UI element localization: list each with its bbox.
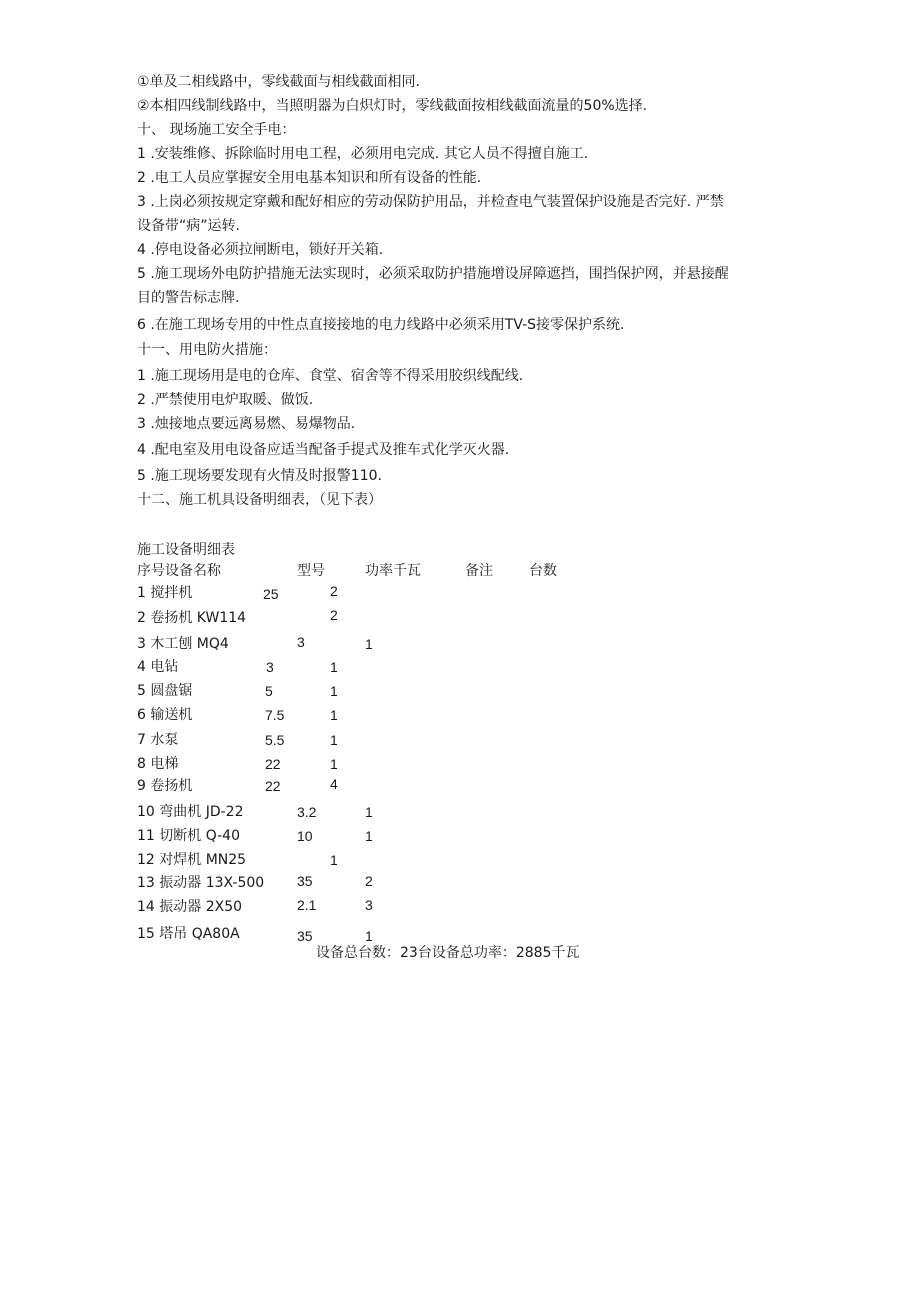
row-count: 1 bbox=[330, 683, 338, 699]
row-count: 4 bbox=[330, 776, 338, 792]
row-name: 1 搅拌机 bbox=[137, 585, 193, 601]
table-header-name: 序号设备名称 bbox=[137, 563, 221, 579]
table-summary: 设备总台数：23台设备总功率：2885千瓦 bbox=[316, 945, 580, 961]
row-count: 1 bbox=[330, 659, 338, 675]
row-power: 35 bbox=[297, 928, 313, 944]
list-item: 2 .电工人员应掌握安全用电基本知识和所有设备的性能. bbox=[137, 170, 482, 186]
row-name: 5 圆盘锯 bbox=[137, 683, 193, 699]
list-item: 6 .在施工现场专用的中性点直接接地的电力线路中必须采用TV-S接零保护系统. bbox=[137, 317, 625, 333]
table-header-model: 型号 bbox=[297, 563, 325, 579]
row-name: 6 输送机 bbox=[137, 707, 193, 723]
list-item: 2 .严禁使用电炉取暖、做饭. bbox=[137, 392, 314, 408]
row-count: 1 bbox=[365, 928, 373, 944]
row-name: 7 水泵 bbox=[137, 732, 179, 748]
row-count: 1 bbox=[365, 828, 373, 844]
paragraph-neutral-single-phase: ①单及二相线路中，零线截面与相线截面相同. bbox=[137, 74, 420, 90]
row-count: 3 bbox=[365, 897, 373, 913]
row-count: 1 bbox=[330, 707, 338, 723]
table-header-remark: 备注 bbox=[465, 563, 493, 579]
row-name: 11 切断机 Q-40 bbox=[137, 828, 240, 844]
row-power: 3.2 bbox=[297, 804, 317, 820]
row-count: 1 bbox=[365, 804, 373, 820]
section-heading-10: 十、 现场施工安全手电： bbox=[137, 122, 296, 138]
table-title: 施工设备明细表 bbox=[137, 542, 235, 558]
row-power: 3 bbox=[297, 634, 305, 650]
row-power: 25 bbox=[263, 586, 279, 602]
list-item-continuation: 目的警告标志牌. bbox=[137, 290, 240, 306]
list-item: 4 .配电室及用电设备应适当配备手提式及推车式化学灭火器. bbox=[137, 442, 510, 458]
row-count: 2 bbox=[330, 583, 338, 599]
section-heading-12: 十二、施工机具设备明细表，（见下表） bbox=[137, 492, 382, 508]
row-name: 14 振动器 2X50 bbox=[137, 899, 243, 915]
row-power: 35 bbox=[297, 873, 313, 889]
list-item-continuation: 设备带“病”运转. bbox=[137, 218, 240, 234]
section-heading-11: 十一、用电防火措施： bbox=[137, 342, 277, 358]
row-power: 3 bbox=[266, 659, 274, 675]
row-name: 9 卷扬机 bbox=[137, 778, 193, 794]
row-name: 15 塔吊 QA80A bbox=[137, 926, 240, 942]
table-header-power: 功率千瓦 bbox=[365, 563, 421, 579]
row-count: 1 bbox=[330, 852, 338, 868]
row-name: 12 对焊机 MN25 bbox=[137, 852, 247, 868]
list-item: 4 .停电设备必须拉闸断电，锁好开关箱. bbox=[137, 242, 384, 258]
row-count: 1 bbox=[330, 756, 338, 772]
list-item: 5 .施工现场要发现有火情及时报警110. bbox=[137, 468, 382, 484]
row-power: 5 bbox=[265, 683, 273, 699]
row-power: 7.5 bbox=[265, 707, 285, 723]
row-name: 3 木工刨 MQ4 bbox=[137, 636, 229, 652]
row-power: 10 bbox=[297, 828, 313, 844]
list-item: 3 .上岗必须按规定穿戴和配好相应的劳动保防护用品，并检查电气装置保护设施是否完好. 严禁 bbox=[137, 194, 724, 210]
row-count: 1 bbox=[330, 732, 338, 748]
row-name: 2 卷扬机 KW114 bbox=[137, 610, 247, 626]
paragraph-neutral-four-wire: ②本相四线制线路中，当照明器为白炽灯时，零线截面按相线截面流量的50%选择. bbox=[137, 98, 648, 114]
list-item: 1 .安装维修、拆除临时用电工程，必须用电完成. 其它人员不得擅自施工. bbox=[137, 146, 589, 162]
table-header-count: 台数 bbox=[529, 563, 557, 579]
row-count: 1 bbox=[365, 636, 373, 652]
row-power: 22 bbox=[265, 778, 281, 794]
row-power: 2.1 bbox=[297, 897, 317, 913]
row-power: 22 bbox=[265, 756, 281, 772]
row-power: 5.5 bbox=[265, 732, 285, 748]
row-name: 10 弯曲机 JD-22 bbox=[137, 804, 244, 820]
row-name: 4 电钻 bbox=[137, 659, 179, 675]
list-item: 5 .施工现场外电防护措施无法实现时，必须采取防护措施增设屏障遮挡，围挡保护网，并悬接醒 bbox=[137, 266, 729, 282]
row-count: 2 bbox=[365, 873, 373, 889]
row-name: 13 振动器 13X-500 bbox=[137, 875, 265, 891]
row-count: 2 bbox=[330, 607, 338, 623]
row-name: 8 电梯 bbox=[137, 756, 179, 772]
list-item: 1 .施工现场用是电的仓库、食堂、宿舍等不得采用胶织线配线. bbox=[137, 368, 524, 384]
list-item: 3 .烛接地点要远离易燃、易爆物品. bbox=[137, 416, 356, 432]
